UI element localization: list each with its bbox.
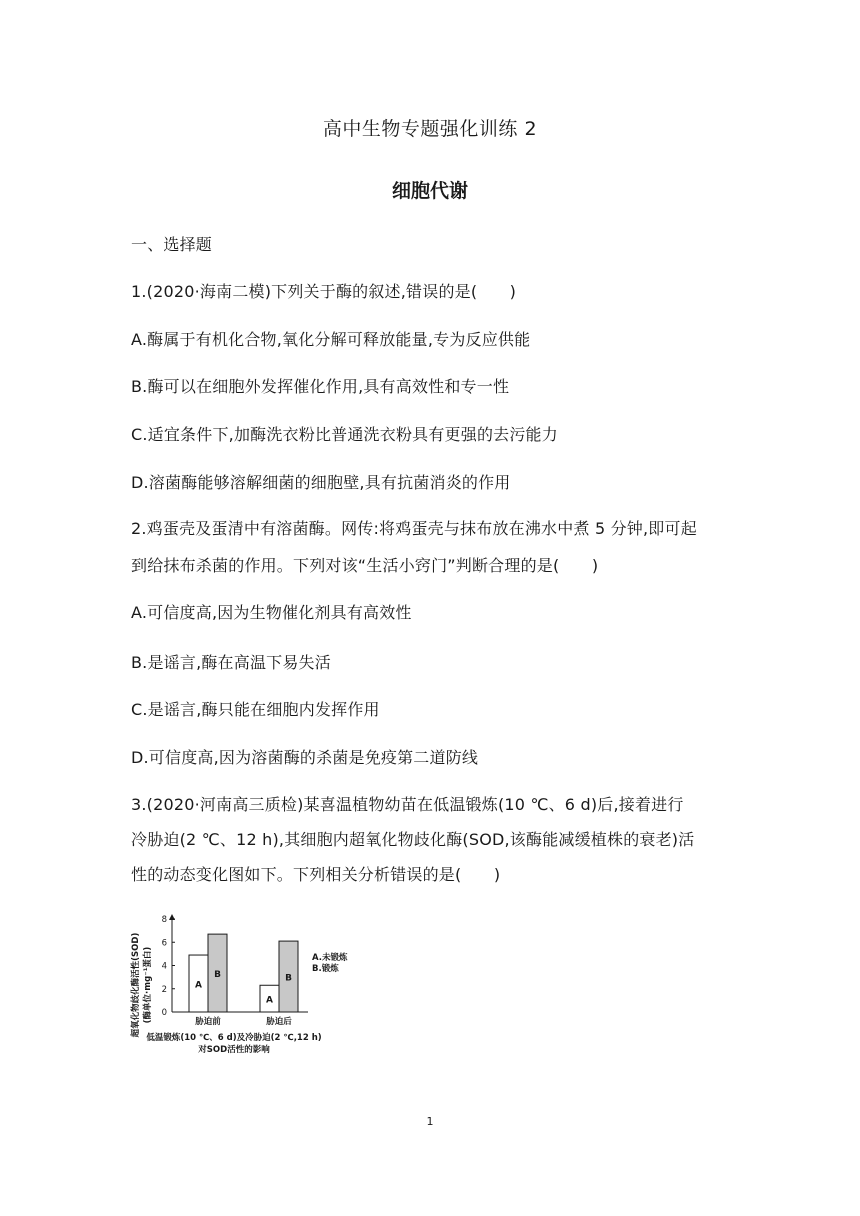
- chart-x-ticks: [195, 1016, 292, 1027]
- y-tick-label: 2: [161, 984, 167, 995]
- y-axis-label-line1: 超氧化物歧化酶活性(SOD): [131, 932, 141, 1038]
- q2-option-d: D.可信度高,因为溶菌酶的杀菌是免疫第二道防线: [131, 748, 479, 767]
- y-axis-label-line2: (酶单位·mg⁻¹蛋白): [143, 946, 153, 1024]
- bar-label: A: [195, 980, 202, 991]
- bar-label: A: [266, 995, 273, 1006]
- chart-legend: [312, 952, 348, 974]
- q2-option-c: C.是谣言,酶只能在细胞内发挥作用: [131, 700, 380, 719]
- x-tick-label: 胁迫前: [195, 1017, 221, 1027]
- bar-label: B: [285, 973, 292, 984]
- q2-stem-line1: 2.鸡蛋壳及蛋清中有溶菌酶。网传:将鸡蛋壳与抹布放在沸水中煮 5 分钟,即可起: [131, 519, 697, 538]
- q2-stem-line2: 到给抹布杀菌的作用。下列对该“生活小窍门”判断合理的是( ): [131, 556, 599, 575]
- legend-entry: B.锻炼: [312, 964, 339, 974]
- q1-option-b: B.酶可以在细胞外发挥催化作用,具有高效性和专一性: [131, 377, 510, 396]
- document-title: 高中生物专题强化训练 2: [322, 118, 538, 140]
- chart-bars: [189, 934, 298, 1012]
- q3-stem-line2: 冷胁迫(2 ℃、12 h),其细胞内超氧化物歧化酶(SOD,该酶能减缓植株的衰老)活: [131, 830, 695, 849]
- q1-option-c: C.适宜条件下,加酶洗衣粉比普通洗衣粉具有更强的去污能力: [131, 425, 558, 444]
- q3-stem-line1: 3.(2020·河南高三质检)某喜温植物幼苗在低温锻炼(10 ℃、6 d)后,接着进行: [131, 795, 684, 814]
- y-tick-label: 8: [161, 915, 167, 925]
- y-tick-label: 0: [161, 1008, 167, 1018]
- bar-label: B: [214, 970, 221, 981]
- sod-activity-bar-chart: [126, 905, 366, 1060]
- page-number: 1: [426, 1115, 434, 1128]
- section-heading: 一、选择题: [131, 235, 213, 254]
- chart-caption-line1: 低温锻炼(10 ℃、6 d)及冷胁迫(2 ℃,12 h): [146, 1033, 322, 1043]
- chart-caption-line2: 对SOD活性的影响: [198, 1045, 270, 1055]
- q1-stem: 1.(2020·海南二模)下列关于酶的叙述,错误的是( ): [131, 282, 517, 301]
- q1-option-a: A.酶属于有机化合物,氧化分解可释放能量,专为反应供能: [131, 330, 531, 349]
- q1-option-d: D.溶菌酶能够溶解细菌的细胞壁,具有抗菌消炎的作用: [131, 473, 511, 492]
- document-subtitle: 细胞代谢: [391, 180, 468, 202]
- x-tick-label: 胁迫后: [266, 1017, 292, 1027]
- y-tick-label: 4: [161, 961, 167, 972]
- legend-entry: A.未锻炼: [312, 953, 348, 963]
- q2-option-a: A.可信度高,因为生物催化剂具有高效性: [131, 603, 412, 622]
- y-tick-label: 6: [161, 938, 167, 949]
- q3-stem-line3: 性的动态变化图如下。下列相关分析错误的是( ): [131, 865, 501, 884]
- q2-option-b: B.是谣言,酶在高温下易失活: [131, 653, 331, 672]
